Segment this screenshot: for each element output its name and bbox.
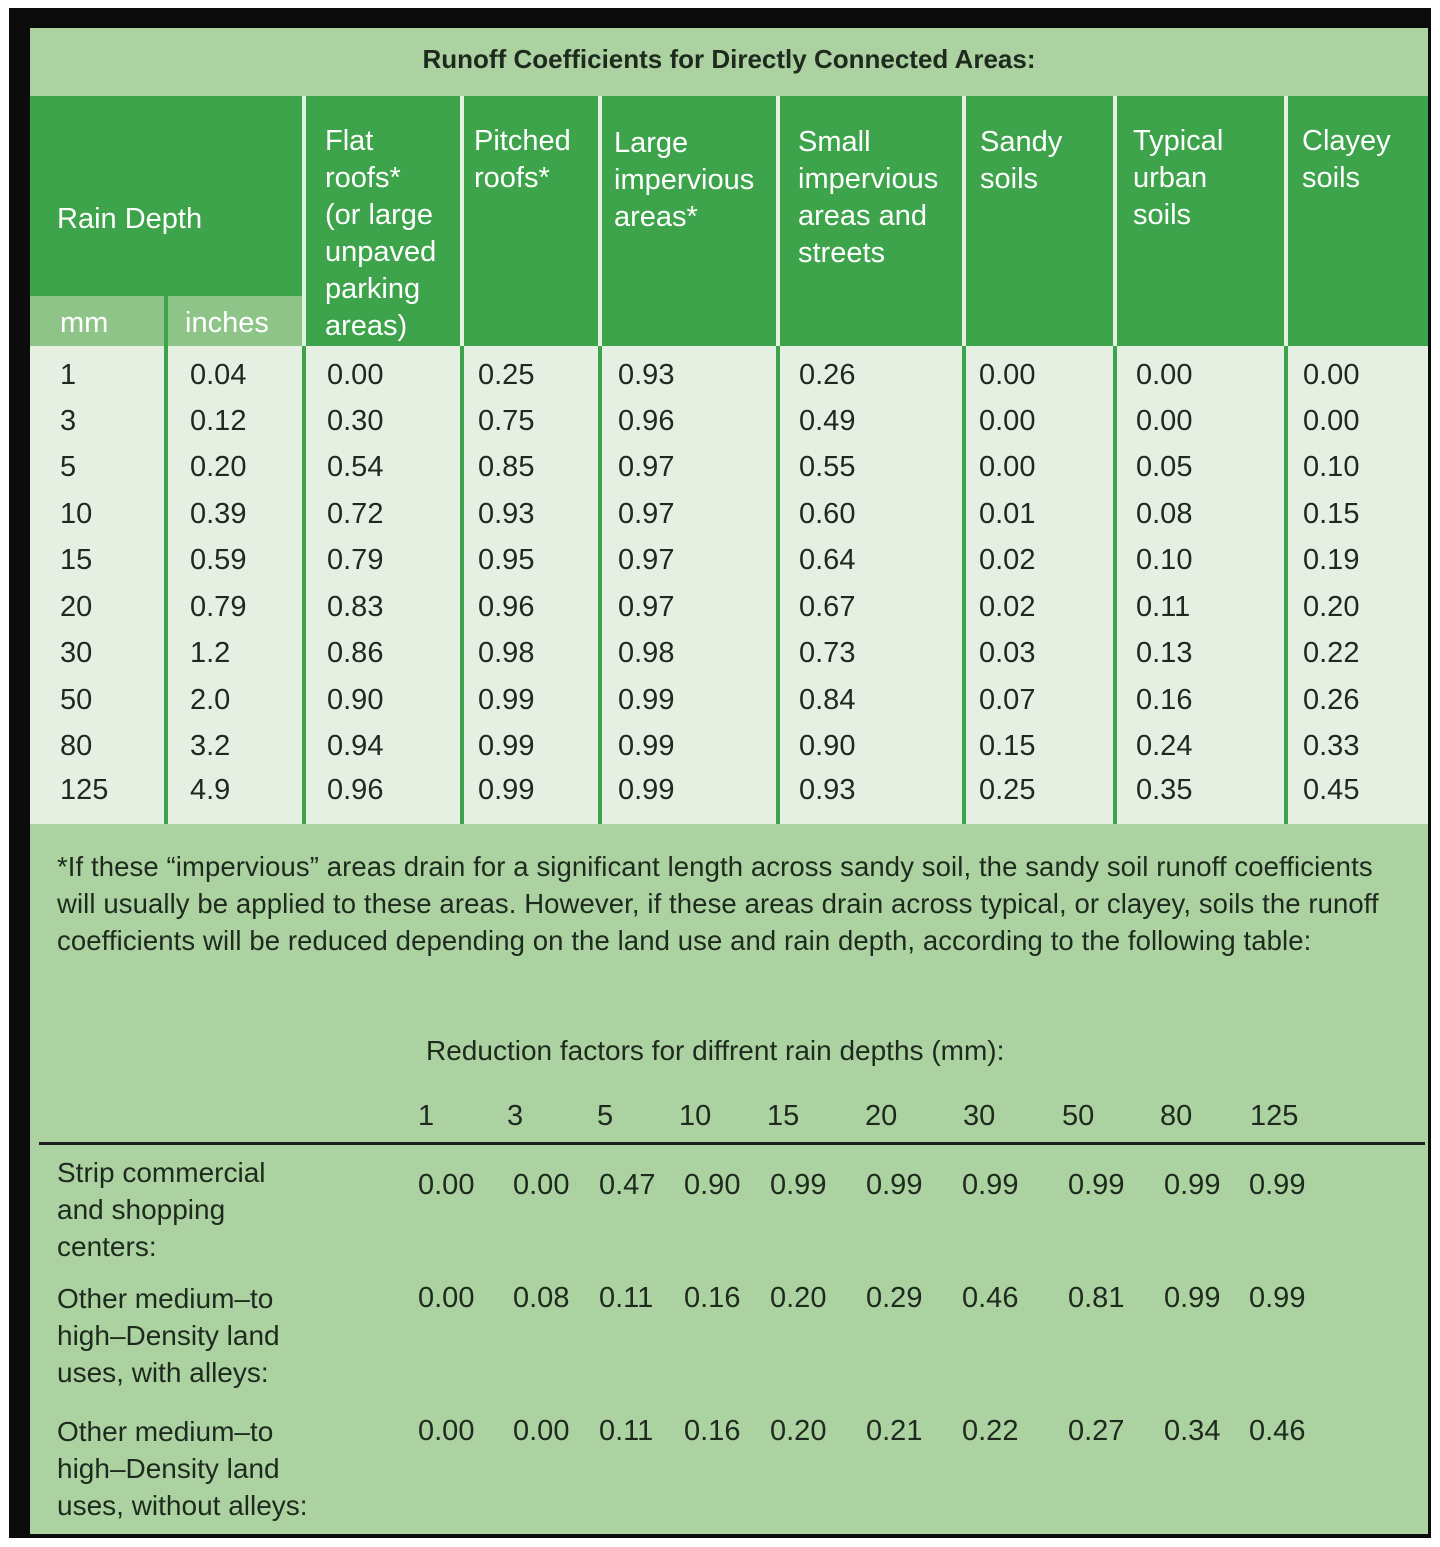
reduction-row-label: Other medium–to high–Density land uses, with alleys:: [57, 1283, 280, 1388]
table-cell: 0.00: [1136, 405, 1193, 437]
table-cell: 0.04: [190, 359, 247, 391]
table-cell: 0.10: [1303, 451, 1360, 483]
table-cell: 0.00: [327, 359, 384, 391]
reduction-value: 0.81: [1068, 1282, 1125, 1314]
col-header-sandy-soils: [980, 124, 1062, 374]
table-cell: 0.79: [190, 591, 247, 623]
col-line: [1284, 346, 1288, 824]
table-cell: 1.2: [190, 637, 231, 669]
col-line: [598, 346, 602, 824]
reduction-depth-header: 80: [1160, 1100, 1193, 1132]
reduction-depth-header: 50: [1062, 1100, 1095, 1132]
reduction-value: 0.46: [1249, 1415, 1306, 1447]
col-header-label: Flat roofs* (or large unpaved parking areas): [325, 125, 437, 342]
reduction-value: 0.16: [684, 1415, 741, 1447]
table-cell: 0.15: [1303, 498, 1360, 530]
table-cell: 0.99: [478, 730, 535, 762]
reduction-value: 0.08: [513, 1282, 570, 1314]
table-cell: 0.99: [618, 730, 675, 762]
table-cell: 0.59: [190, 544, 247, 576]
table-cell: 0.93: [478, 498, 535, 530]
table-cell: 0.20: [190, 451, 247, 483]
table-cell: 0.25: [979, 774, 1036, 806]
table-cell: 0.13: [1136, 637, 1193, 669]
table-cell: 0.99: [618, 684, 675, 716]
reduction-value: 0.34: [1164, 1415, 1221, 1447]
reduction-depth-header: 15: [767, 1100, 800, 1132]
table-cell: 0.97: [618, 591, 675, 623]
table-cell: 0.93: [618, 359, 675, 391]
col-header-label: Clayey soils: [1302, 125, 1391, 194]
reduction-value: 0.99: [1164, 1169, 1221, 1201]
col-line: [460, 346, 464, 824]
reduction-depth-header: 3: [507, 1100, 524, 1132]
col-header-label: Large impervious areas*: [614, 127, 755, 233]
table-cell: 0.11: [1136, 591, 1191, 623]
table-cell: 0.07: [979, 684, 1036, 716]
reduction-value: 0.21: [866, 1415, 923, 1447]
col-header-label: Pitched roofs*: [474, 125, 571, 194]
table-cell: 0.83: [327, 591, 384, 623]
table-cell: 0.55: [799, 451, 856, 483]
reduction-value: 0.99: [1164, 1282, 1221, 1314]
table-cell: 0.85: [478, 451, 535, 483]
table-cell: 0.16: [1136, 684, 1193, 716]
reduction-value: 0.20: [770, 1282, 827, 1314]
reduction-value: 0.22: [962, 1415, 1019, 1447]
reduction-depth-header: 10: [679, 1100, 712, 1132]
col-header-pitched-roofs: [474, 123, 571, 373]
table-cell: 0.84: [799, 684, 856, 716]
table-cell: 0.00: [979, 405, 1036, 437]
table-cell: 0.94: [327, 730, 384, 762]
table-cell: 0.86: [327, 637, 384, 669]
table-cell: 0.99: [618, 774, 675, 806]
table-cell: 0.98: [618, 637, 675, 669]
table-row: [30, 398, 1428, 444]
reduction-value: 0.99: [866, 1169, 923, 1201]
table-cell: 0.72: [327, 498, 384, 530]
table-cell: 0.00: [979, 451, 1036, 483]
table-cell: 0.99: [478, 684, 535, 716]
col-header-label: Small impervious areas and streets: [798, 126, 939, 269]
table-cell: 0.99: [478, 774, 535, 806]
table-cell: 0.98: [478, 637, 535, 669]
table-cell: 15: [60, 544, 93, 576]
reduction-depth-header: 125: [1250, 1100, 1299, 1132]
table-cell: 4.9: [190, 774, 231, 806]
table-cell: 0.45: [1303, 774, 1360, 806]
table-row: [30, 491, 1428, 537]
col-line: [164, 346, 168, 824]
rain-depth-label: Rain Depth: [57, 203, 203, 235]
table-cell: 0.90: [799, 730, 856, 762]
table-cell: 0.75: [478, 405, 535, 437]
table-cell: 0.79: [327, 544, 384, 576]
table-cell: 0.97: [618, 451, 675, 483]
table-cell: 0.12: [190, 405, 247, 437]
reduction-value: 0.99: [1068, 1169, 1125, 1201]
col-header-label: Typical urban soils: [1133, 125, 1224, 231]
reduction-rule: [39, 1142, 1425, 1145]
table-cell: 0.95: [478, 544, 535, 576]
col-line: [962, 346, 966, 824]
table-cell: 0.22: [1303, 637, 1360, 669]
table-cell: 0.05: [1136, 451, 1193, 483]
reduction-value: 0.99: [770, 1169, 827, 1201]
table-cell: 0.26: [1303, 684, 1360, 716]
table-cell: 0.24: [1136, 730, 1193, 762]
col-header-flat-roofs: [325, 123, 436, 373]
table-cell: 0.25: [478, 359, 535, 391]
table-row: [30, 630, 1428, 676]
col-header-large-impervious: [614, 125, 754, 375]
table-cell: 0.00: [979, 359, 1036, 391]
table-cell: 0.90: [327, 684, 384, 716]
header-band: [30, 96, 1428, 346]
col-line: [302, 346, 306, 824]
table-cell: 0.20: [1303, 591, 1360, 623]
col-header-small-impervious: [798, 124, 938, 374]
table-cell: 125: [60, 774, 109, 806]
col-header-clayey-soils: [1302, 123, 1391, 373]
table-cell: 0.39: [190, 498, 247, 530]
reduction-value: 0.99: [962, 1169, 1019, 1201]
col-line: [776, 346, 780, 824]
reduction-value: 0.46: [962, 1282, 1019, 1314]
reduction-value: 0.11: [599, 1415, 654, 1447]
table-cell: 0.19: [1303, 544, 1360, 576]
reduction-depth-header: 1: [418, 1100, 435, 1132]
unit-mm: mm: [60, 307, 109, 339]
table-cell: 1: [60, 359, 77, 391]
table-cell: 0.10: [1136, 544, 1193, 576]
table-cell: 0.73: [799, 637, 856, 669]
reduction-value: 0.29: [866, 1282, 923, 1314]
table-cell: 0.54: [327, 451, 384, 483]
table-row: [30, 723, 1428, 769]
table-cell: 0.60: [799, 498, 856, 530]
table-row: [30, 352, 1428, 398]
table-cell: 80: [60, 730, 93, 762]
col-header-typical-soils: [1133, 123, 1223, 373]
reduction-value: 0.11: [599, 1282, 654, 1314]
reduction-value: 0.00: [418, 1415, 475, 1447]
table-cell: 0.96: [327, 774, 384, 806]
unit-inches: inches: [185, 307, 269, 339]
table-cell: 5: [60, 451, 77, 483]
table-cell: 0.02: [979, 591, 1036, 623]
table-cell: 0.64: [799, 544, 856, 576]
reduction-value: 0.27: [1068, 1415, 1125, 1447]
table-row: [30, 537, 1428, 583]
table-cell: 0.96: [478, 591, 535, 623]
table-cell: 2.0: [190, 684, 231, 716]
reduction-value: 0.00: [418, 1282, 475, 1314]
table-cell: 50: [60, 684, 93, 716]
table-cell: 0.00: [1136, 359, 1193, 391]
footnote: *If these “impervious” areas drain for a significant length across sandy soil, the sandy soil runoff coefficients will usually be applied to these areas. However, if these areas drain across typical, or clayey, soils the runoff coefficients will be reduced depending on the land use and rain depth, according to the following table:: [57, 851, 1379, 956]
runoff-panel: [30, 28, 1428, 1534]
rain-depth-header: [57, 201, 202, 241]
reduction-value: 0.90: [684, 1169, 741, 1201]
table-cell: 0.08: [1136, 498, 1193, 530]
table-row: [30, 584, 1428, 630]
table-title: Runoff Coefficients for Directly Connected Areas:: [422, 44, 1036, 74]
table-cell: 10: [60, 498, 93, 530]
table-cell: 0.67: [799, 591, 856, 623]
table-cell: 0.03: [979, 637, 1036, 669]
reduction-value: 0.99: [1249, 1282, 1306, 1314]
table-cell: 0.00: [1303, 359, 1360, 391]
table-cell: 0.97: [618, 498, 675, 530]
reduction-value: 0.00: [418, 1169, 475, 1201]
data-band: [30, 346, 1428, 824]
reduction-value: 0.16: [684, 1282, 741, 1314]
reduction-value: 0.20: [770, 1415, 827, 1447]
reduction-depth-header: 20: [865, 1100, 898, 1132]
reduction-row-label: Strip commercial and shopping centers:: [57, 1157, 266, 1262]
table-cell: 3: [60, 405, 77, 437]
reduction-value: 0.47: [599, 1169, 656, 1201]
reduction-title: Reduction factors for diffrent rain depths (mm):: [426, 1035, 1005, 1066]
table-cell: 0.15: [979, 730, 1036, 762]
col-header-label: Sandy soils: [980, 126, 1063, 195]
table-row: [30, 677, 1428, 723]
table-frame: [9, 8, 1431, 1538]
table-row: [30, 767, 1428, 813]
table-cell: 0.00: [1303, 405, 1360, 437]
col-line: [1113, 346, 1117, 824]
table-cell: 0.26: [799, 359, 856, 391]
reduction-value: 0.99: [1249, 1169, 1306, 1201]
reduction-value: 0.00: [513, 1169, 570, 1201]
table-cell: 0.49: [799, 405, 856, 437]
reduction-depth-header: 5: [597, 1100, 614, 1132]
reduction-depth-header: 30: [963, 1100, 996, 1132]
table-cell: 0.02: [979, 544, 1036, 576]
table-cell: 30: [60, 637, 93, 669]
reduction-value: 0.00: [513, 1415, 570, 1447]
table-cell: 0.96: [618, 405, 675, 437]
table-cell: 0.01: [979, 498, 1036, 530]
table-row: [30, 444, 1428, 490]
table-cell: 0.93: [799, 774, 856, 806]
table-cell: 0.35: [1136, 774, 1193, 806]
table-cell: 0.33: [1303, 730, 1360, 762]
table-cell: 0.97: [618, 544, 675, 576]
reduction-row-label: Other medium–to high–Density land uses, without alleys:: [57, 1416, 308, 1521]
table-cell: 3.2: [190, 730, 231, 762]
table-cell: 0.30: [327, 405, 384, 437]
table-cell: 20: [60, 591, 93, 623]
